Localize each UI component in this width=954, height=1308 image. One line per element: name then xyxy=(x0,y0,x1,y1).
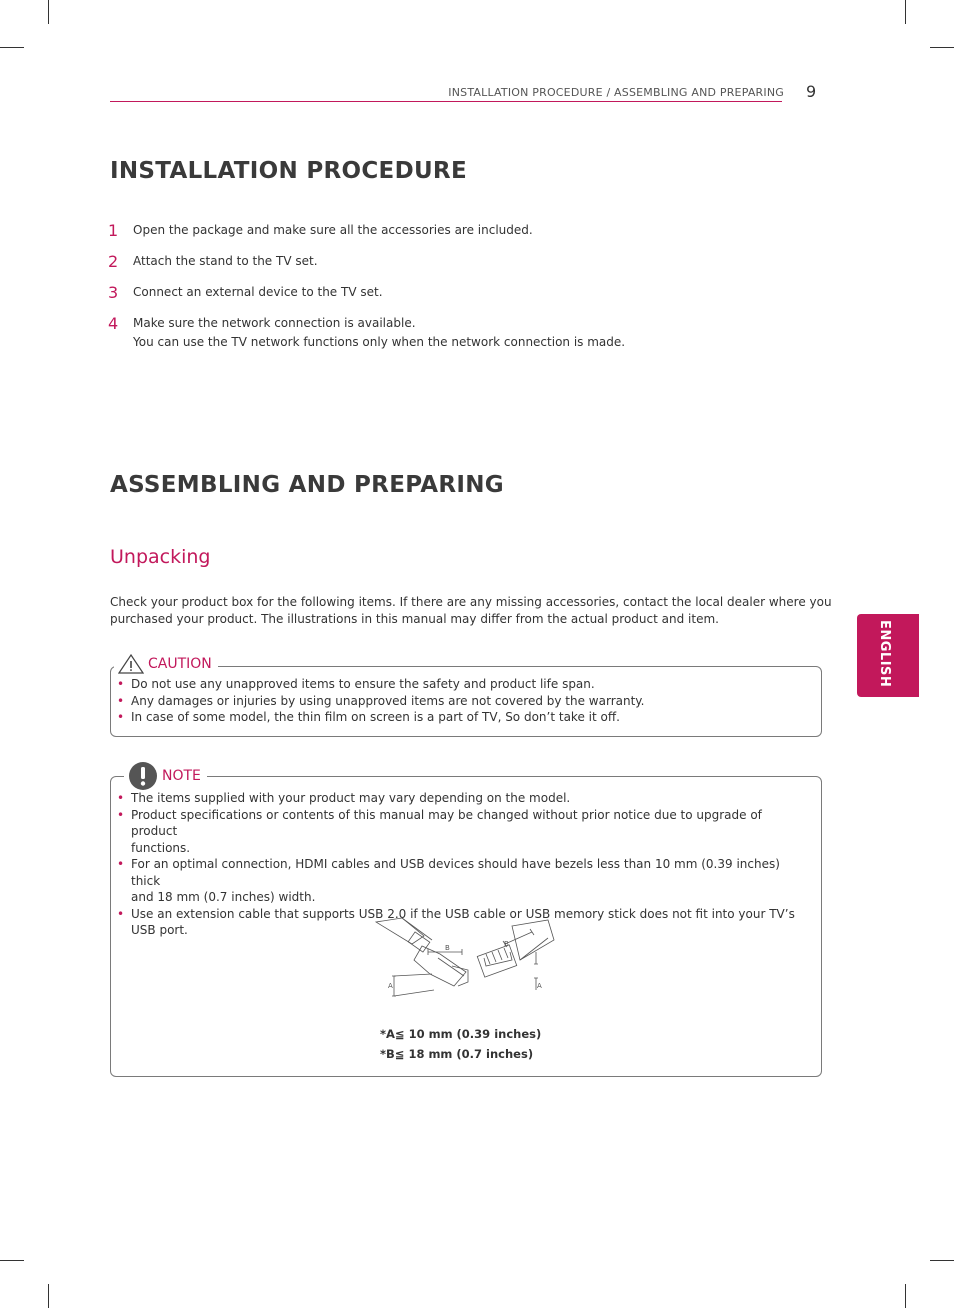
dimension-a: *A≦ 10 mm (0.39 inches) xyxy=(380,1027,542,1041)
crop-mark xyxy=(905,1284,906,1308)
step-text: Connect an external device to the TV set. xyxy=(133,285,383,299)
crop-mark xyxy=(48,1284,49,1308)
exclamation-icon xyxy=(128,761,158,791)
list-item: • Product specifications or contents of this manual may be changed without prior notice due to upgrade of product functions. xyxy=(117,807,762,855)
list-item: • Use an extension cable that supports USB 2.0 if the USB cable or USB memory stick does not fit into your TV’s USB port. xyxy=(117,906,795,937)
figure-label-a: A xyxy=(388,982,393,990)
caution-list xyxy=(110,676,810,726)
step-number: 1 xyxy=(108,221,119,240)
warning-triangle-icon xyxy=(118,654,144,674)
crop-mark xyxy=(0,1260,24,1261)
step-text: Attach the stand to the TV set. xyxy=(133,254,318,268)
step-number: 4 xyxy=(108,314,119,333)
step-text: Open the package and make sure all the accessories are included. xyxy=(133,223,533,237)
figure-label-b: B xyxy=(504,940,509,948)
language-tab xyxy=(857,614,919,697)
header-rule xyxy=(110,101,782,102)
step-text: You can use the TV network functions only when the network connection is made. xyxy=(133,335,626,349)
assembling-title: ASSEMBLING AND PREPARING xyxy=(110,472,504,498)
list-item: • Do not use any unapproved items to ensure the safety and product life span. xyxy=(117,677,595,691)
running-head: INSTALLATION PROCEDURE / ASSEMBLING AND PREPARING xyxy=(448,86,784,99)
step-number: 2 xyxy=(108,252,119,271)
intro-line: purchased your product. The illustrations in this manual may differ from the actual product and item. xyxy=(110,612,719,626)
list-item: • Any damages or injuries by using unapproved items are not covered by the warranty. xyxy=(117,693,645,708)
note-header xyxy=(124,761,207,791)
installation-title: INSTALLATION PROCEDURE xyxy=(110,158,467,184)
language-tab-label: ENGLISH xyxy=(877,620,892,688)
list-item: • For an optimal connection, HDMI cables and USB devices should have bezels less than 10 mm (0.39 inches) thick and 18 mm (0.7 inches) width. xyxy=(117,857,780,904)
crop-mark xyxy=(930,47,954,48)
crop-mark xyxy=(0,47,24,48)
caution-header xyxy=(114,654,218,674)
figure-label-b: B xyxy=(445,944,450,952)
crop-mark xyxy=(48,0,49,24)
dimension-b: *B≦ 18 mm (0.7 inches) xyxy=(380,1047,534,1061)
note-label: NOTE xyxy=(162,768,201,784)
list-item: • The items supplied with your product may vary depending on the model. xyxy=(117,791,571,805)
connector-illustration xyxy=(372,914,556,1000)
step-text: Make sure the network connection is available. xyxy=(133,316,416,330)
crop-mark xyxy=(905,0,906,24)
intro-line: Check your product box for the following items. If there are any missing accessories, contact the local dealer where you xyxy=(110,595,832,609)
page-number: 9 xyxy=(806,82,817,101)
figure-label-a: A xyxy=(537,982,542,990)
list-item: • In case of some model, the thin film on screen is a part of TV, So don’t take it off. xyxy=(117,710,620,724)
unpacking-subtitle: Unpacking xyxy=(110,546,211,568)
less-than-or-equal-icon: ≦ xyxy=(394,1027,405,1041)
crop-mark xyxy=(930,1260,954,1261)
step-number: 3 xyxy=(108,283,119,302)
caution-label: CAUTION xyxy=(148,656,212,672)
less-than-or-equal-icon: ≦ xyxy=(394,1047,405,1061)
